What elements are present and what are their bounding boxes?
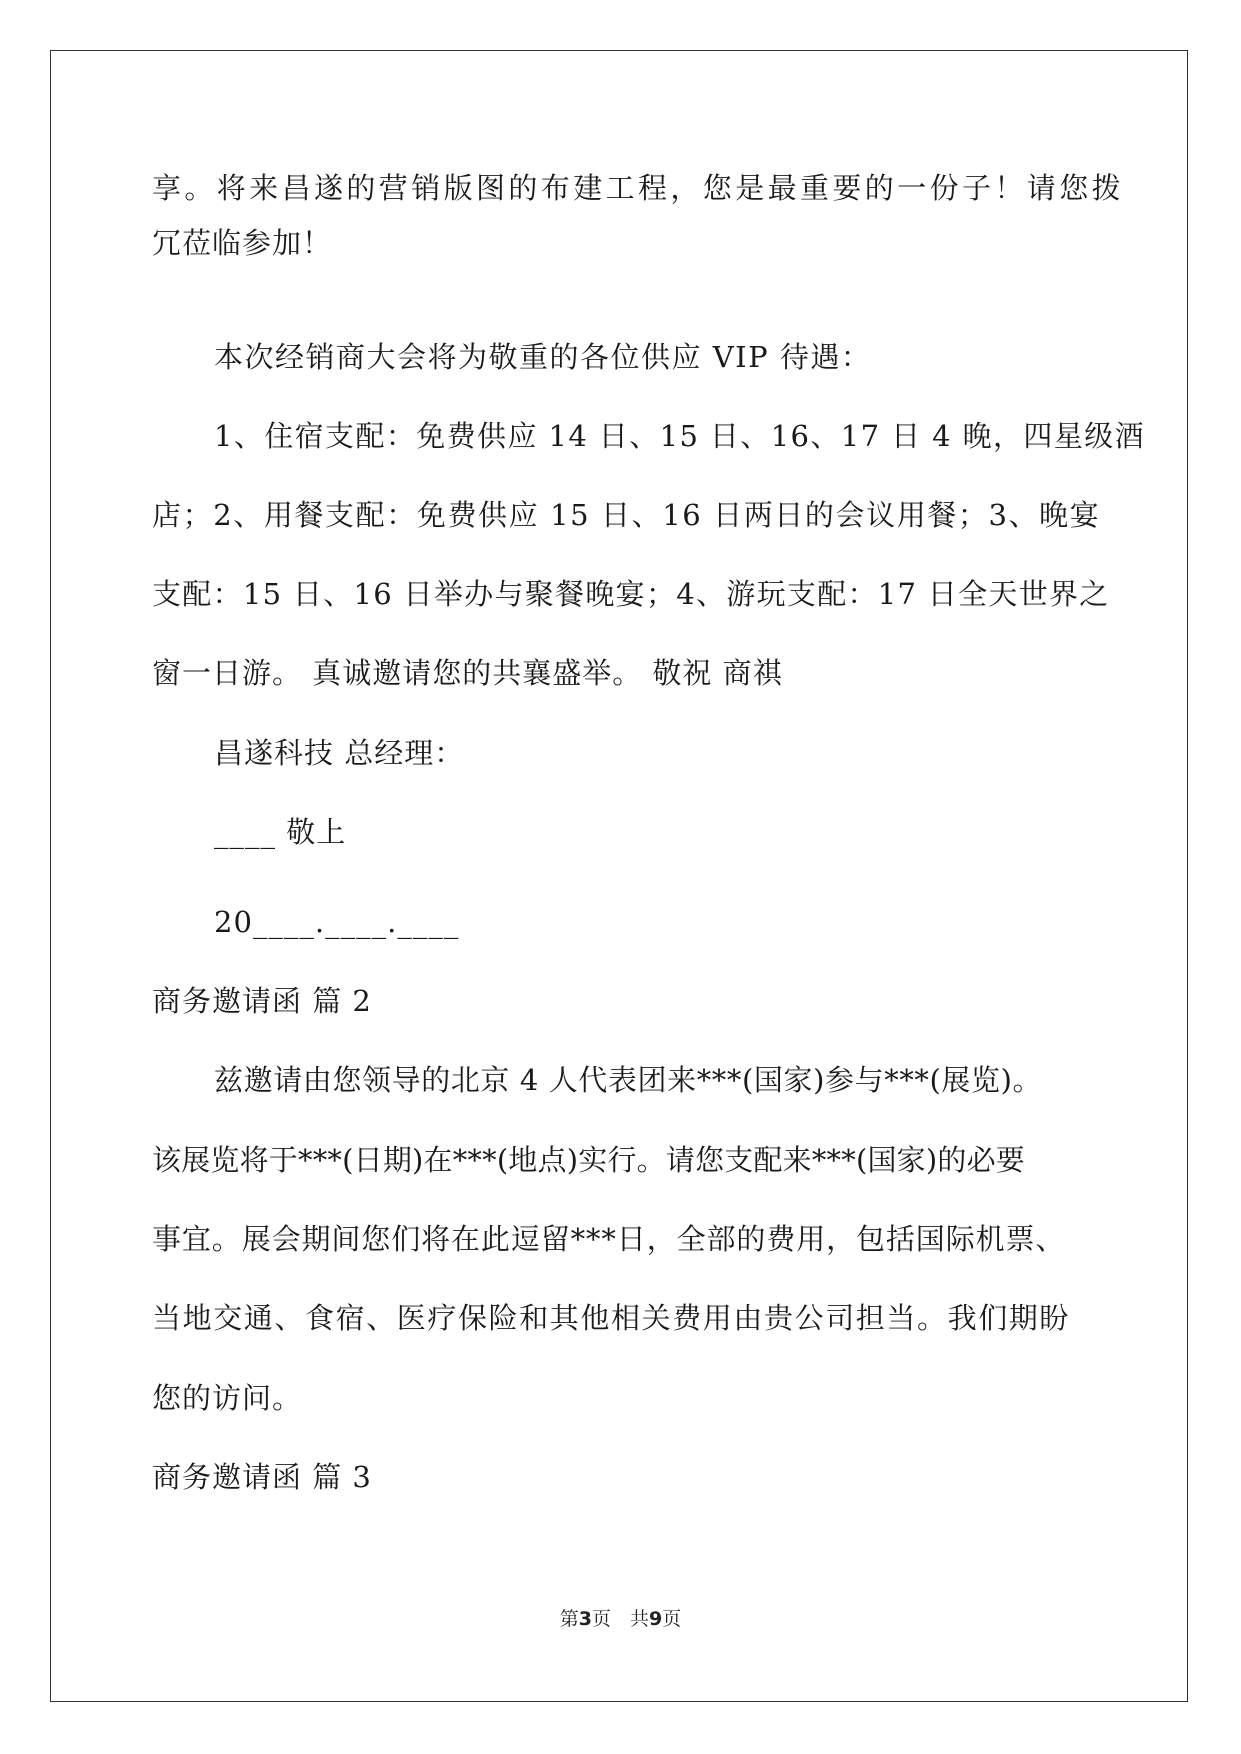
signature-line: ____ 敬上 xyxy=(214,815,347,849)
page-footer xyxy=(0,1607,1241,1631)
paragraph-line: 支配：15 日、16 日举办与聚餐晚宴；4、游玩支配：17 日全天世界之 xyxy=(152,577,1110,611)
section-heading: 商务邀请函 篇 2 xyxy=(152,984,372,1018)
paragraph-line: 兹邀请由您领导的北京 4 人代表团来***(国家)参与***(展览)。 xyxy=(214,1063,1043,1097)
footer-middle: 页 共 xyxy=(591,1608,649,1630)
paragraph-line: 店；2、用餐支配：免费供应 15 日、16 日两日的会议用餐；3、晚宴 xyxy=(152,498,1101,532)
paragraph-line: 该展览将于***(日期)在***(地点)实行。请您支配来***(国家)的必要 xyxy=(152,1143,1025,1177)
paragraph-line: 冗莅临参加！ xyxy=(152,226,333,260)
paragraph-line: 1、住宿支配：免费供应 14 日、15 日、16、17 日 4 晚，四星级酒 xyxy=(214,419,1146,453)
signature-line: 昌遂科技 总经理： xyxy=(214,736,465,770)
paragraph-line: 事宜。展会期间您们将在此逗留***日，全部的费用，包括国际机票、 xyxy=(152,1222,1066,1256)
paragraph-line: 本次经销商大会将为敬重的各位供应 VIP 待遇： xyxy=(214,340,872,374)
footer-suffix: 页 xyxy=(662,1608,682,1630)
paragraph-line: 享。将来昌遂的营销版图的布建工程，您是最重要的一份子！请您拨 xyxy=(152,171,1125,205)
total-page-number: 9 xyxy=(649,1608,663,1630)
section-heading: 商务邀请函 篇 3 xyxy=(152,1460,372,1494)
current-page-number: 3 xyxy=(578,1608,592,1630)
page-border xyxy=(50,50,1188,1702)
paragraph-line: 当地交通、食宿、医疗保险和其他相关费用由贵公司担当。我们期盼 xyxy=(152,1301,1071,1335)
footer-prefix: 第 xyxy=(559,1608,579,1630)
paragraph-line: 窗一日游。 真诚邀请您的共襄盛举。 敬祝 商祺 xyxy=(152,656,783,690)
paragraph-line: 您的访问。 xyxy=(152,1381,303,1415)
date-line: 20____.____.____ xyxy=(214,905,460,939)
